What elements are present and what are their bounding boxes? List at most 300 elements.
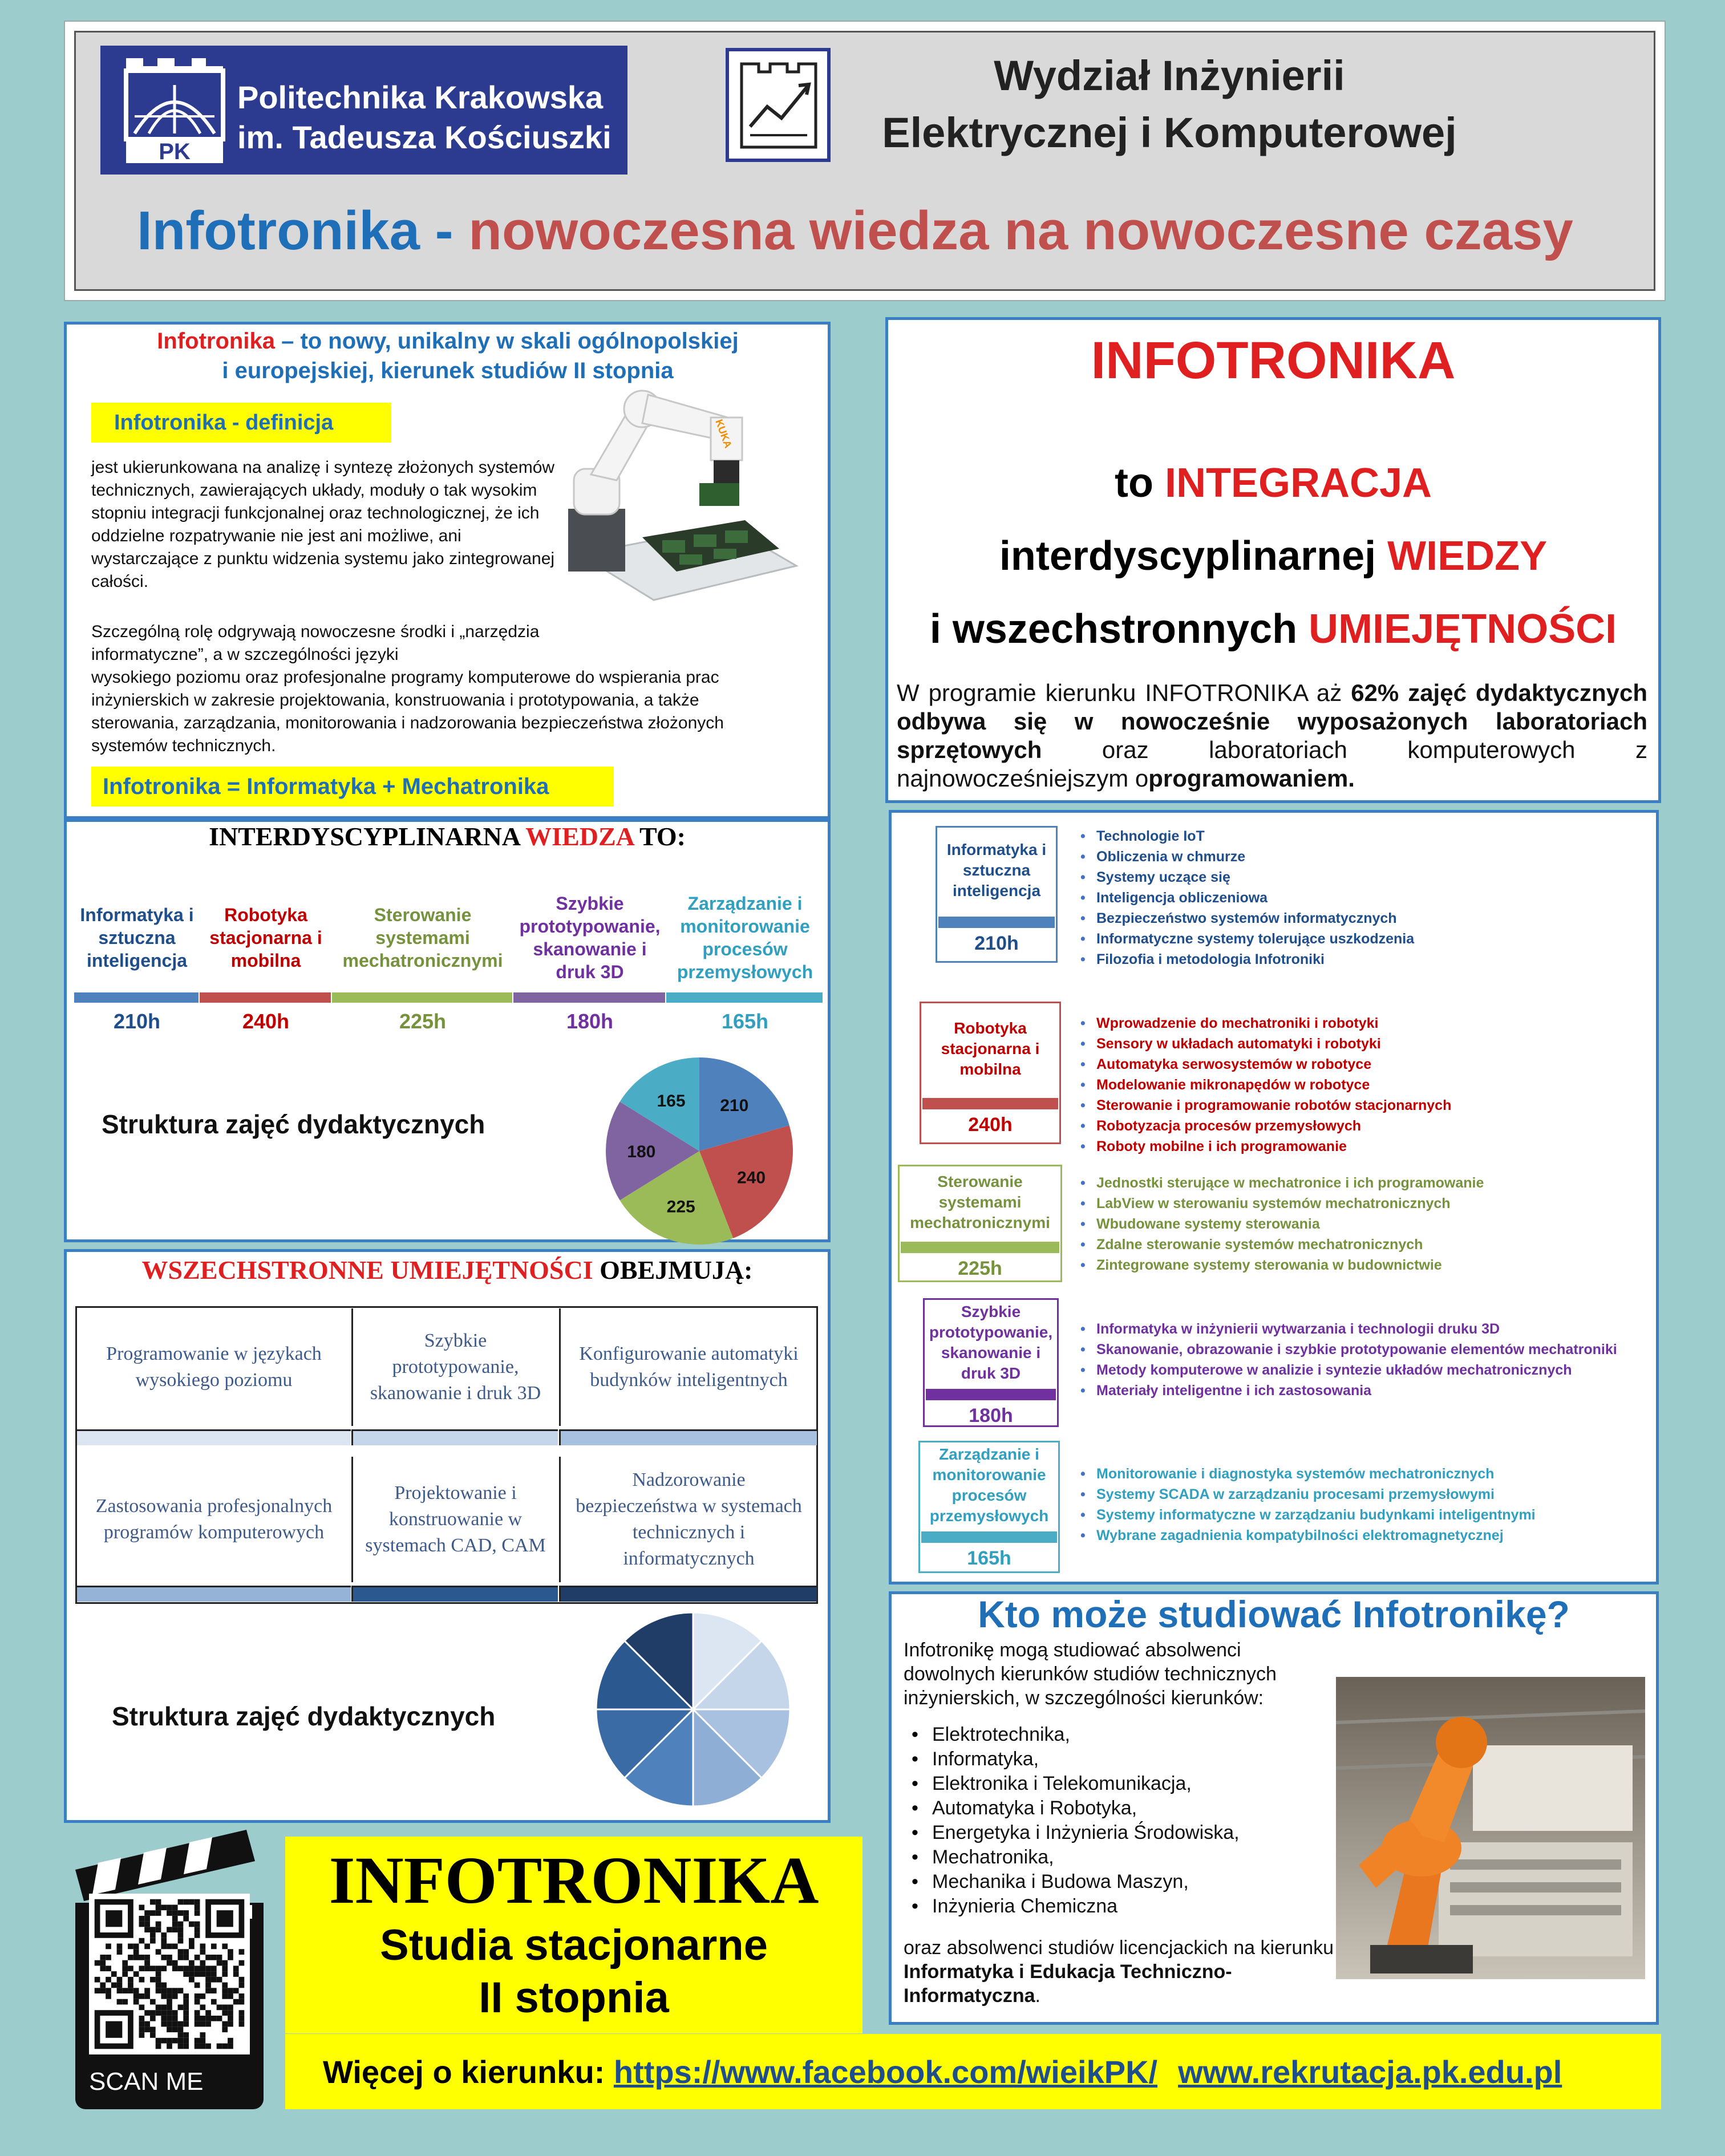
qr-module: [195, 2016, 200, 2021]
qr-module: [144, 2010, 150, 2016]
qr-module: [178, 2038, 184, 2044]
qr-module: [200, 1944, 205, 1950]
qr-module: [167, 2010, 172, 2016]
qr-module: [211, 1955, 217, 1960]
qr-module: [150, 1927, 156, 1932]
module-topic: • Systemy SCADA w zarządzaniu procesami przemysłowymi: [1096, 1484, 1653, 1505]
qr-module: [183, 1899, 189, 1905]
robot-brand-label: KUKA: [713, 418, 734, 450]
qr-module: [228, 1988, 233, 1993]
module-name: Sterowanie systemami mechatronicznymi: [910, 1173, 1050, 1231]
qr-module: [200, 2004, 205, 2010]
integration-line3-a: i wszechstronnych: [929, 606, 1309, 652]
qr-module: [200, 2021, 205, 2027]
qr-module: [156, 1971, 161, 1977]
qr-module: [178, 1899, 184, 1905]
qr-module: [195, 1993, 200, 1999]
qr-module: [205, 1965, 211, 1971]
who-outro-b: Informatyka i Edukacja Techniczno-Informatyczna: [904, 1961, 1232, 2007]
skills-title: [64, 1255, 831, 1285]
qr-module: [178, 2021, 184, 2027]
qr-module: [167, 1960, 172, 1966]
qr-module: [233, 1971, 239, 1977]
qr-module: [222, 1971, 228, 1977]
qr-module: [161, 1988, 167, 1993]
qr-module: [150, 2032, 156, 2038]
qr-module: [144, 1960, 150, 1966]
integration-title: INFOTRONIKA: [1091, 331, 1456, 390]
module-topic: • Skanowanie, obrazowanie i szybkie prototypowanie elementów mechatroniki: [1096, 1339, 1653, 1360]
module-topic: • Wybrane zagadnienia kompatybilności elektromagnetycznej: [1096, 1525, 1653, 1546]
module-hours: 180h: [969, 1405, 1013, 1426]
qr-finder: [106, 1910, 122, 1927]
qr-module: [205, 2021, 211, 2027]
skill-cell: Projektowanie i konstruowanie w systemach CAD, CAM: [351, 1457, 558, 1582]
qr-module: [183, 1971, 189, 1977]
qr-module: [217, 2044, 222, 2049]
qr-module: [167, 2038, 172, 2044]
qr-module: [172, 2027, 178, 2032]
module-topic: • Materiały inteligentne i ich zastosowania: [1096, 1380, 1653, 1401]
qr-module: [117, 1999, 123, 2005]
qr-module: [228, 2044, 233, 2049]
qr-module: [156, 1910, 161, 1916]
qr-module: [117, 1977, 123, 1983]
module-topic: • Monitorowanie i diagnostyka systemów mechatronicznych: [1096, 1464, 1653, 1484]
module-bar: [938, 917, 1055, 928]
qr-module: [167, 2044, 172, 2049]
qr-module: [172, 1910, 178, 1916]
qr-module: [205, 2010, 211, 2016]
qr-module: [117, 1983, 123, 1988]
qr-module: [189, 1977, 195, 1983]
qr-module: [150, 1910, 156, 1916]
qr-module: [205, 1955, 211, 1960]
qr-module: [178, 1965, 184, 1971]
qr-module: [144, 2027, 150, 2032]
qr-module: [144, 1910, 150, 1916]
knowledge-category-bar: [666, 992, 823, 1003]
qr-module: [205, 2016, 211, 2021]
qr-module: [172, 1916, 178, 1922]
qr-module: [122, 1999, 128, 2005]
qr-module: [211, 1999, 217, 2005]
qr-module: [172, 2038, 178, 2044]
qr-module: [189, 1944, 195, 1950]
knowledge-hours-label: 210h: [113, 1010, 161, 1033]
qr-module: [100, 1960, 106, 1966]
qr-module: [133, 1999, 139, 2005]
qr-module: [211, 1977, 217, 1983]
qr-module: [217, 2016, 222, 2021]
pie-slice-label: 210: [720, 1096, 749, 1115]
skill-cell: Szybkie prototypowanie, skanowanie i druk 3D: [351, 1308, 558, 1426]
university-name: Politechnika Krakowska: [237, 79, 604, 115]
module-topic: • LabView w sterowaniu systemów mechatronicznych: [1096, 1193, 1653, 1214]
qr-module: [222, 1983, 228, 1988]
qr-module: [128, 1944, 133, 1950]
qr-module: [161, 2016, 167, 2021]
qr-module: [161, 1983, 167, 1988]
qr-module: [228, 2010, 233, 2016]
qr-module: [106, 1977, 111, 1983]
module-topic: • Robotyzacja procesów przemysłowych: [1096, 1116, 1653, 1136]
qr-module: [144, 1927, 150, 1932]
pie-slice-label: 165: [657, 1092, 686, 1111]
qr-module: [95, 1977, 100, 1983]
qr-module: [217, 2004, 222, 2010]
qr-module: [239, 2021, 245, 2027]
qr-module: [222, 1944, 228, 1950]
qr-module: [144, 1965, 150, 1971]
qr-module: [183, 2044, 189, 2049]
qr-module: [167, 2016, 172, 2021]
qr-module: [195, 1899, 200, 1905]
module-name: Informatyka i sztuczna inteligencja: [946, 841, 1047, 899]
qr-module: [172, 1988, 178, 1993]
qr-module: [200, 1960, 205, 1966]
qr-module: [139, 1993, 145, 1999]
qr-module: [200, 2032, 205, 2038]
qr-module: [205, 1977, 211, 1983]
module-topic: • Inteligencja obliczeniowa: [1096, 887, 1653, 908]
qr-module: [161, 2004, 167, 2010]
module-topic: • Modelowanie mikronapędów w robotyce: [1096, 1075, 1653, 1095]
qr-module: [217, 1977, 222, 1983]
qr-module: [156, 1988, 161, 1993]
qr-module: [228, 1955, 233, 1960]
knowledge-title-b: WIEDZA: [525, 822, 634, 851]
qr-module: [150, 1899, 156, 1905]
qr-module: [228, 1993, 233, 1999]
qr-module: [150, 2010, 156, 2016]
knowledge-category-bar: [200, 992, 331, 1003]
qr-module: [156, 2038, 161, 2044]
qr-module: [189, 1938, 195, 1944]
qr-module: [106, 1993, 111, 1999]
who-list-item: • Elektronika i Telekomunikacja,: [932, 1772, 1343, 1796]
tagline-infotronika: Infotronika -: [137, 200, 469, 261]
who-list-item: • Mechanika i Budowa Maszyn,: [932, 1870, 1343, 1894]
qr-module: [172, 1927, 178, 1932]
module-bar: [921, 1531, 1057, 1543]
module-card: [918, 1441, 1060, 1573]
intro-heading: [74, 326, 821, 386]
qr-module: [133, 1955, 139, 1960]
qr-module: [183, 2032, 189, 2038]
qr-module: [156, 2004, 161, 2010]
qr-module: [100, 1965, 106, 1971]
qr-module: [167, 1999, 172, 2005]
module-topic: • Wprowadzenie do mechatroniki i robotyki: [1096, 1013, 1653, 1034]
qr-module: [161, 1965, 167, 1971]
knowledge-category-label: Robotyka stacjonarna i mobilna: [209, 905, 322, 971]
module-bar: [922, 1098, 1058, 1109]
module-topic: • Wbudowane systemy sterowania: [1096, 1214, 1653, 1234]
module-topic: • Informatyka w inżynierii wytwarzania i technologii druku 3D: [1096, 1319, 1653, 1339]
qr-module: [172, 2016, 178, 2021]
banner-degree: II stopnia: [479, 1973, 669, 2022]
qr-module: [195, 1932, 200, 1938]
integration-line3-b: UMIEJĘTNOŚCI: [1309, 606, 1617, 652]
pie-slice-label: 180: [627, 1142, 656, 1161]
qr-module: [178, 1932, 184, 1938]
module-topics: [1077, 1464, 1653, 1546]
knowledge-title: [64, 821, 831, 852]
qr-module: [183, 2021, 189, 2027]
module-topic: • Jednostki sterujące w mechatronice i ich programowanie: [1096, 1173, 1653, 1193]
module-topic: • Automatyka serwosystemów w robotyce: [1096, 1054, 1653, 1075]
qr-module: [172, 1944, 178, 1950]
qr-module: [222, 2010, 228, 2016]
module-hours: 225h: [958, 1258, 1002, 1279]
module-topic: • Sterowanie i programowanie robotów stacjonarnych: [1096, 1095, 1653, 1116]
qr-module: [228, 1949, 233, 1955]
module-topics: [1077, 1013, 1653, 1157]
skills-pie-chart: [593, 1604, 793, 1815]
skill-bar: [559, 1586, 817, 1602]
qr-module: [139, 1965, 145, 1971]
qr-module: [239, 1977, 245, 1983]
module-topic: • Metody komputerowe w analizie i syntezie układów mechatronicznych: [1096, 1360, 1653, 1380]
qr-module: [139, 1938, 145, 1944]
qr-module: [178, 1927, 184, 1932]
qr-module: [195, 2044, 200, 2049]
qr-module: [200, 2038, 205, 2044]
qr-module: [205, 2044, 211, 2049]
integration-paragraph: [897, 679, 1647, 793]
intro-heading-rest: – to nowy, unikalny w skali ogólnopolskiej: [274, 329, 739, 354]
qr-module: [239, 1983, 245, 1988]
qr-module: [233, 1988, 239, 1993]
qr-module: [233, 1965, 239, 1971]
qr-module: [178, 1988, 184, 1993]
skills-title-a: WSZECHSTRONNE UMIEJĘTNOŚCI: [141, 1255, 593, 1284]
integration-line1-a: to: [1114, 460, 1165, 506]
integration-p-a: W programie kierunku INFOTRONIKA aż: [897, 679, 1351, 706]
qr-module: [233, 1999, 239, 2005]
qr-module: [106, 1988, 111, 1993]
qr-module: [133, 1971, 139, 1977]
who-list-item: • Automatyka i Robotyka,: [932, 1796, 1343, 1821]
qr-code-icon[interactable]: [89, 1894, 250, 2054]
qr-caption: SCAN ME: [89, 2068, 204, 2096]
qr-module: [217, 1960, 222, 1966]
qr-module: [183, 1916, 189, 1922]
qr-module: [139, 1955, 145, 1960]
qr-module: [128, 1983, 133, 1988]
qr-module: [195, 1922, 200, 1927]
qr-module: [122, 1988, 128, 1993]
qr-module: [144, 1955, 150, 1960]
qr-module: [128, 1955, 133, 1960]
qr-module: [195, 1983, 200, 1988]
knowledge-category-bar: [513, 992, 665, 1003]
qr-module: [205, 1988, 211, 1993]
qr-finder: [217, 1910, 233, 1927]
qr-module: [195, 2021, 200, 2027]
qr-module: [161, 2021, 167, 2027]
qr-module: [133, 1993, 139, 1999]
more-label: Więcej o kierunku:: [323, 2054, 614, 2090]
qr-module: [139, 1977, 145, 1983]
qr-module: [111, 1971, 117, 1977]
qr-module: [150, 1932, 156, 1938]
facebook-link[interactable]: https://www.facebook.com/wieikPK/: [613, 2054, 1158, 2090]
links-row: [323, 2053, 1562, 2090]
faculty-name-line1: Wydział Inżynierii: [994, 52, 1345, 99]
module-topic: • Zdalne sterowanie systemów mechatronicznych: [1096, 1234, 1653, 1255]
qr-module: [200, 2044, 205, 2049]
qr-module: [183, 1993, 189, 1999]
qr-module: [239, 1999, 245, 2005]
qr-module: [95, 1988, 100, 1993]
who-outro-c: .: [1035, 1985, 1040, 2007]
qr-module: [95, 1960, 100, 1966]
qr-module: [106, 1944, 111, 1950]
intro-para2-b: wysokiego poziomu oraz profesjonalne programy komputerowe do wspierania prac inżynierskich w zakresie projektowania, konstruowania i prototypowania, a także sterowania, zarządzania, monitorowania i nadzorowania bezpieczeństwa złożonych systemów technicznych.: [91, 668, 724, 755]
skill-cell: Nadzorowanie bezpieczeństwa w systemach technicznych i informatycznych: [559, 1457, 817, 1582]
qr-module: [178, 1955, 184, 1960]
qr-module: [133, 1949, 139, 1955]
module-topic: • Obliczenia w chmurze: [1096, 846, 1653, 867]
qr-module: [106, 1965, 111, 1971]
who-intro: Infotronikę mogą studiować absolwenci dowolnych kierunków studiów technicznych inżynierskich, w szczególności kierunków:: [904, 1639, 1277, 1709]
module-topic: • Zintegrowane systemy sterowania w budownictwie: [1096, 1255, 1653, 1275]
qr-module: [144, 1922, 150, 1927]
knowledge-category-label: Informatyka i sztuczna inteligencja: [80, 905, 194, 971]
qr-module: [205, 1983, 211, 1988]
qr-module: [222, 2004, 228, 2010]
qr-module: [228, 2038, 233, 2044]
definition-text: jest ukierunkowana na analizę i syntezę złożonych systemów technicznych, zawierających układy, moduły o tak wysokim stopniu integracji funkcjonalnej oraz technologicznej, że ich oddzielne rozpatrywanie nie jest ani możliwe, ani wystarczające z punktu widzenia systemu jako zintegrowanej całości.: [91, 458, 555, 591]
qr-module: [222, 2044, 228, 2049]
qr-module: [161, 1955, 167, 1960]
qr-module: [189, 1971, 195, 1977]
qr-module: [117, 1988, 123, 1993]
knowledge-hours-label: 180h: [566, 1010, 614, 1033]
module-topics: [1077, 1319, 1653, 1401]
qr-module: [211, 1965, 217, 1971]
qr-module: [139, 2032, 145, 2038]
who-list-item: • Informatyka,: [932, 1747, 1343, 1772]
banner-mode: Studia stacjonarne: [380, 1921, 768, 1969]
qr-module: [156, 1899, 161, 1905]
qr-module: [178, 1949, 184, 1955]
qr-module: [167, 1910, 172, 1916]
qr-module: [195, 1965, 200, 1971]
qr-module: [139, 1922, 145, 1927]
qr-module: [183, 2016, 189, 2021]
qr-module: [144, 2021, 150, 2027]
qr-module: [150, 1965, 156, 1971]
module-hours: 240h: [968, 1114, 1013, 1136]
module-topic: • Systemy uczące się: [1096, 867, 1653, 887]
module-topic: • Bezpieczeństwo systemów informatycznych: [1096, 908, 1653, 929]
qr-module: [178, 1938, 184, 1944]
module-topic: • Systemy informatyczne w zarządzaniu budynkami inteligentnymi: [1096, 1505, 1653, 1525]
qr-module: [167, 2021, 172, 2027]
qr-module: [167, 2027, 172, 2032]
module-topic: • Technologie IoT: [1096, 826, 1653, 846]
qr-module: [228, 2021, 233, 2027]
qr-module: [117, 1944, 123, 1950]
qr-module: [150, 2027, 156, 2032]
skill-bar: [351, 1586, 558, 1602]
module-bar: [926, 1389, 1056, 1400]
pk-logo-text: PK: [159, 139, 191, 164]
qr-module: [189, 1899, 195, 1905]
qr-module: [178, 2004, 184, 2010]
who-title: Kto może studiować Infotronikę?: [978, 1593, 1570, 1635]
qr-module: [100, 1955, 106, 1960]
integration-p-d: programowaniem.: [1148, 765, 1355, 792]
knowledge-hours-label: 165h: [721, 1010, 769, 1033]
who-list-item: • Mechatronika,: [932, 1845, 1343, 1870]
recruitment-link[interactable]: www.rekrutacja.pk.edu.pl: [1178, 2054, 1562, 2090]
faculty-name-line2: Elektrycznej i Komputerowej: [882, 109, 1457, 156]
qr-module: [161, 1932, 167, 1938]
pie-slice-label: 240: [736, 1168, 766, 1188]
qr-module: [161, 1944, 167, 1950]
qr-module: [156, 1927, 161, 1932]
qr-module: [211, 1971, 217, 1977]
intro-para2-a: Szczególną rolę odgrywają nowoczesne środki i „narzędzia informatyczne”, a w szczególności języki: [91, 622, 540, 664]
qr-module: [100, 1988, 106, 1993]
module-topic: • Roboty mobilne i ich programowanie: [1096, 1136, 1653, 1157]
qr-module: [100, 1983, 106, 1988]
industrial-robot-image: [1336, 1677, 1645, 1979]
qr-module: [139, 1904, 145, 1910]
qr-module: [150, 1999, 156, 2005]
knowledge-hours-label: 225h: [399, 1010, 447, 1033]
integration-p-b: 62% zajęć dydaktycznych odbywa się w nowocześnie wyposażonych laboratoriach sprzętowych: [897, 679, 1647, 763]
knowledge-title-a: INTERDYSCYPLINARNA: [209, 822, 526, 851]
qr-module: [222, 2027, 228, 2032]
definition-label: Infotronika - definicja: [91, 403, 391, 443]
robot-arm-image: [557, 383, 808, 606]
qr-module: [122, 1960, 128, 1966]
qr-module: [133, 1988, 139, 1993]
qr-module: [111, 1983, 117, 1988]
module-hours: 165h: [967, 1547, 1011, 1569]
skill-bar: [559, 1429, 817, 1445]
qr-module: [117, 1949, 123, 1955]
qr-module: [211, 1988, 217, 1993]
module-topic: • Filozofia i metodologia Infotroniki: [1096, 949, 1653, 970]
who-list-item: • Energetyka i Inżynieria Środowiska,: [932, 1821, 1343, 1845]
qr-module: [139, 2021, 145, 2027]
integration-line2-a: interdyscyplinarnej: [999, 533, 1388, 579]
qr-module: [167, 1988, 172, 1993]
qr-module: [178, 2027, 184, 2032]
qr-finder: [106, 2021, 122, 2038]
module-name: Szybkie prototypowanie, skanowanie i druk 3D: [929, 1303, 1053, 1382]
qr-module: [200, 1949, 205, 1955]
skill-cell: Programowanie w językach wysokiego poziomu: [106, 1343, 322, 1391]
who-list-item: • Elektrotechnika,: [932, 1723, 1343, 1747]
qr-module: [128, 1965, 133, 1971]
qr-module: [183, 2010, 189, 2016]
qr-module: [195, 1904, 200, 1910]
qr-module: [167, 1927, 172, 1932]
qr-module: [222, 1988, 228, 1993]
qr-module: [205, 1971, 211, 1977]
integration-line2-b: WIEDZY: [1387, 533, 1548, 579]
qr-module: [183, 2004, 189, 2010]
who-outro: [904, 1936, 1337, 2008]
qr-module: [128, 1988, 133, 1993]
